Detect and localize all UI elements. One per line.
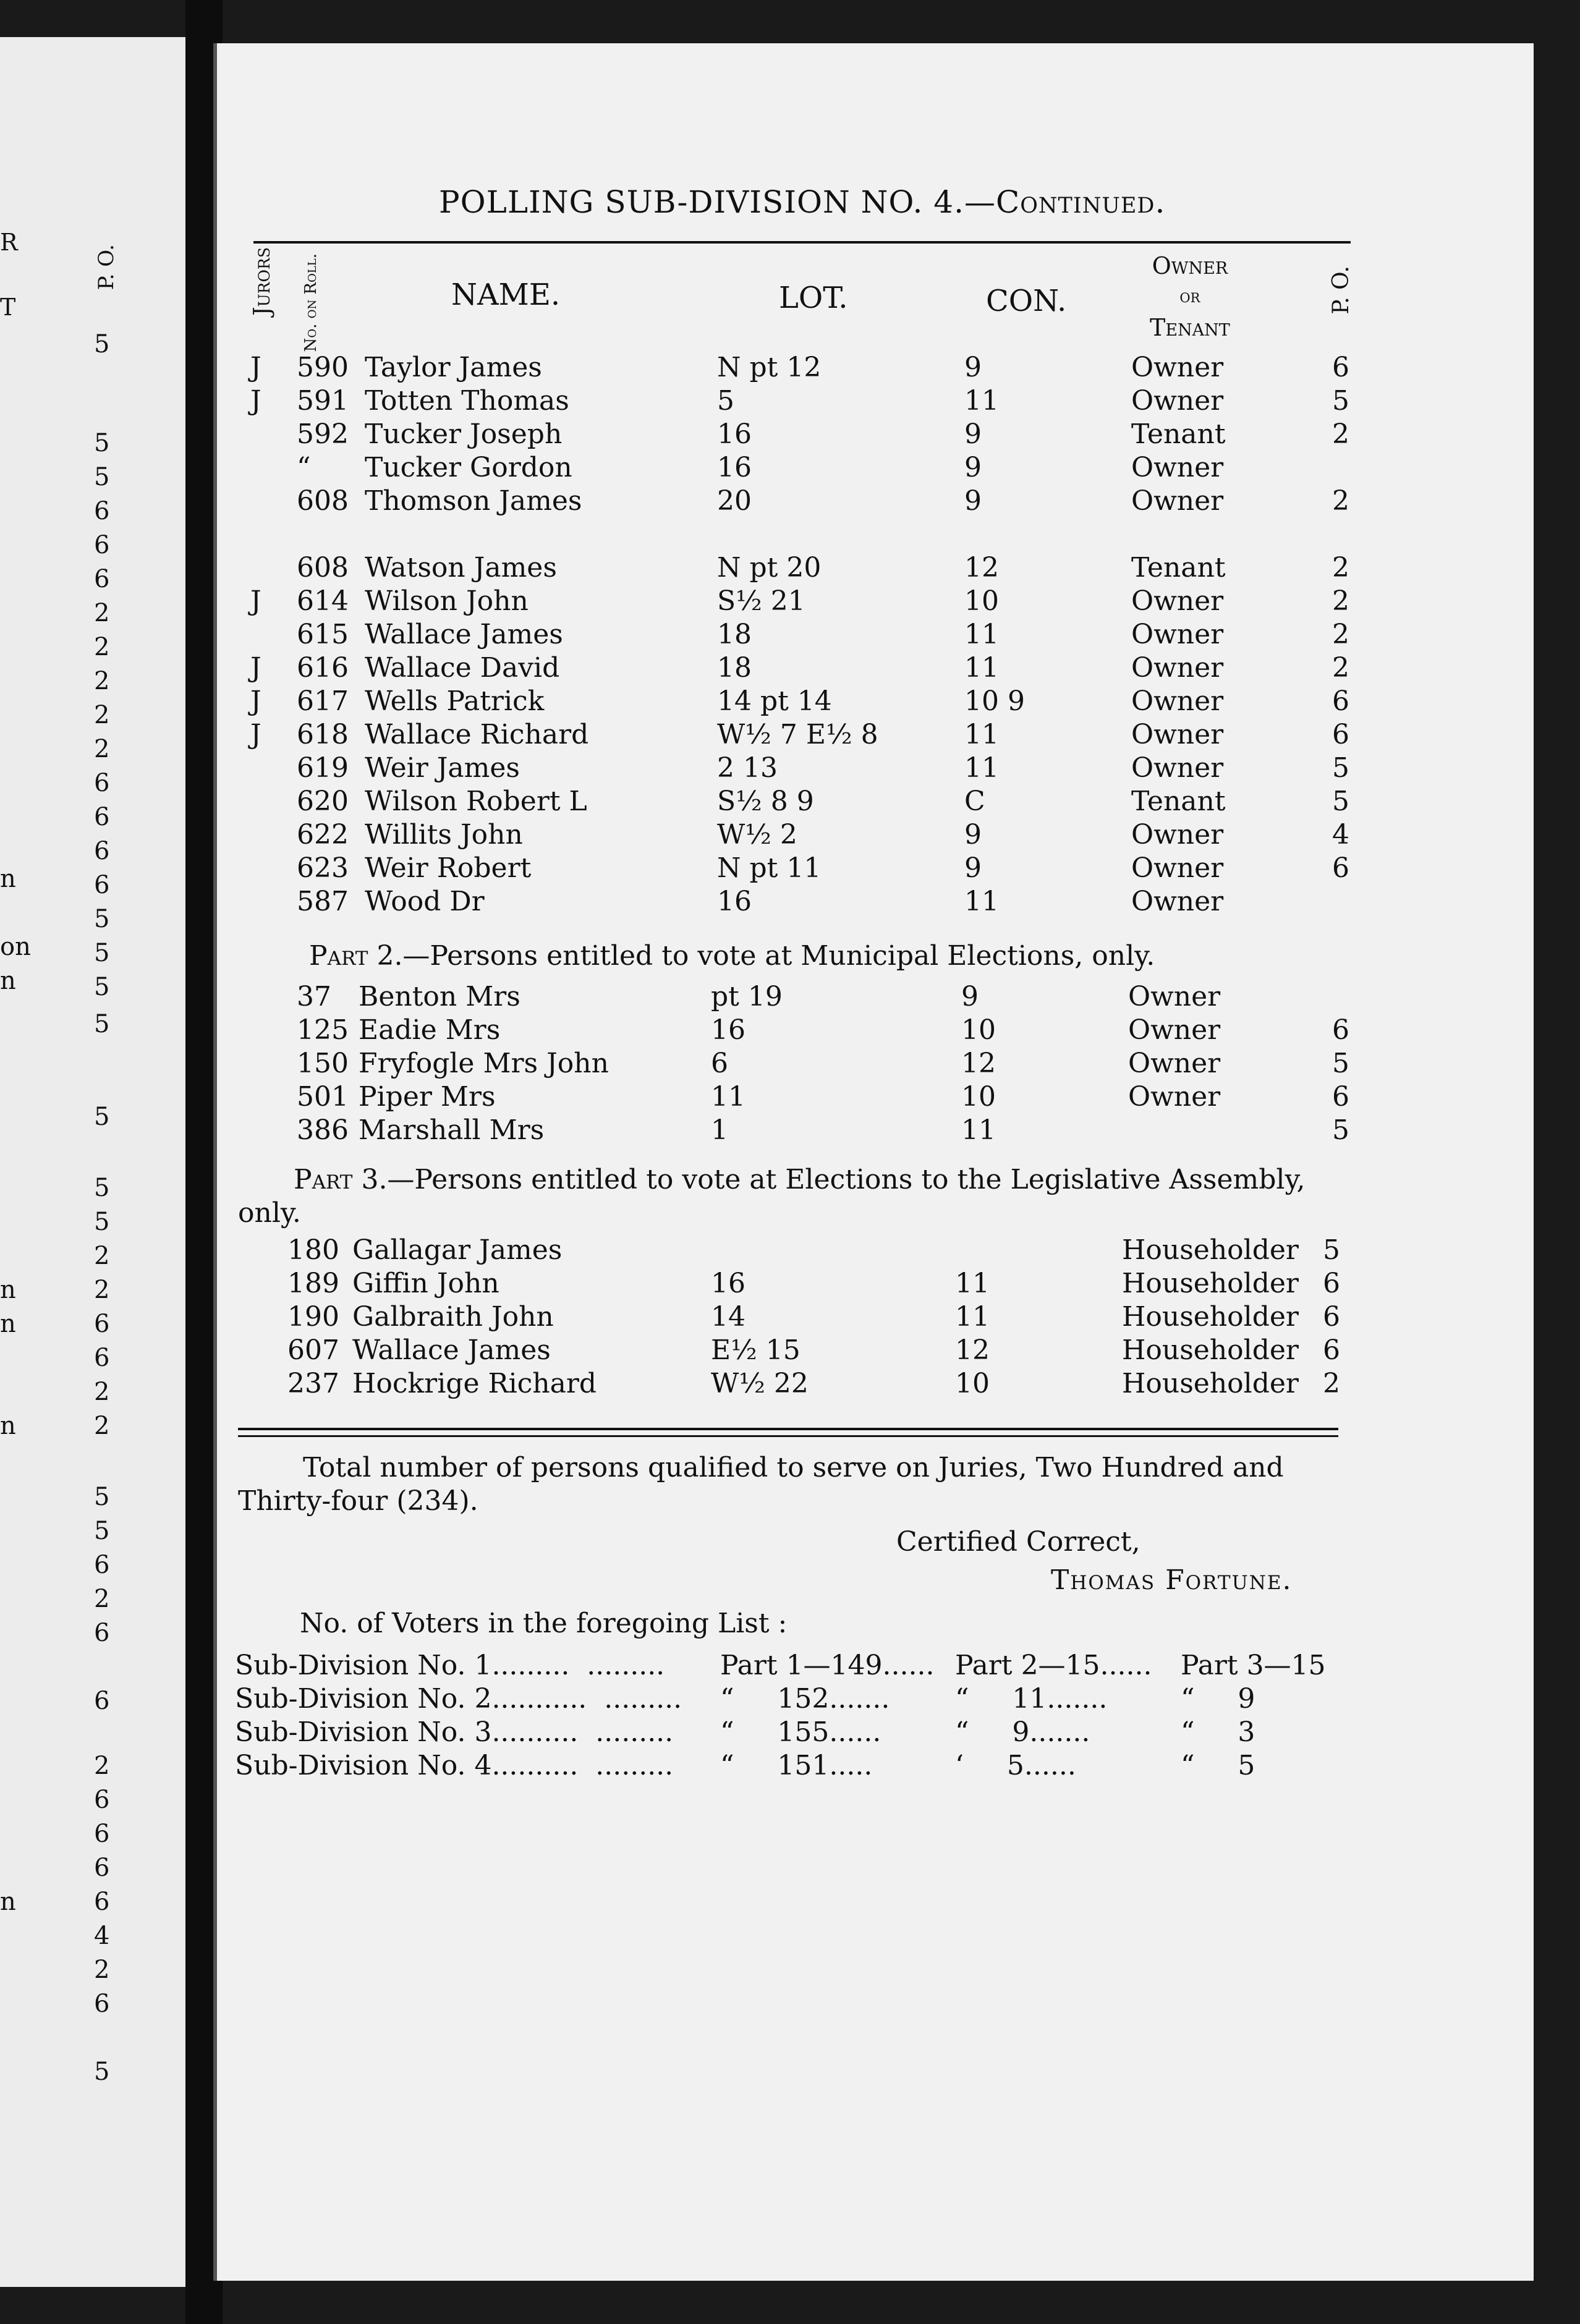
part1-cell-lot: W½ 2 bbox=[717, 819, 797, 850]
part1-cell-lot: 16 bbox=[717, 886, 752, 917]
part3-cell-ot: Householder bbox=[1122, 1368, 1299, 1399]
part1-cell-lot: 16 bbox=[717, 452, 752, 483]
voters-row-part2: ‘ 5...... bbox=[955, 1750, 1076, 1781]
part1-cell-lot: N pt 11 bbox=[717, 852, 822, 884]
left-po-value: 6 bbox=[94, 1990, 110, 2018]
part1-cell-j: J bbox=[250, 585, 261, 617]
part1-cell-ot: Owner bbox=[1131, 385, 1224, 417]
part1-cell-name: Tucker Gordon bbox=[365, 452, 572, 483]
part1-cell-po: 2 bbox=[1332, 652, 1349, 684]
part1-cell-po: 6 bbox=[1332, 719, 1349, 750]
part3-cell-po: 5 bbox=[1323, 1234, 1340, 1266]
part3-cell-po: 6 bbox=[1323, 1334, 1340, 1366]
part2-cell-lot: 6 bbox=[711, 1048, 728, 1079]
left-po-value: 2 bbox=[94, 701, 110, 729]
part2-cell-no: 37 bbox=[297, 981, 331, 1012]
part2-label: Part bbox=[309, 940, 368, 972]
part2-cell-po: 6 bbox=[1332, 1081, 1349, 1113]
part3-cell-lot: 16 bbox=[711, 1268, 745, 1299]
part1-cell-po: 6 bbox=[1332, 685, 1349, 717]
part1-cell-name: Taylor James bbox=[365, 352, 542, 383]
left-edge-text: on bbox=[0, 933, 31, 961]
voters-row-label: Sub-Division No. 2........... ......... bbox=[235, 1683, 682, 1715]
part2-cell-no: 125 bbox=[297, 1014, 349, 1046]
part1-cell-con: 10 bbox=[964, 585, 999, 617]
part1-cell-no: 608 bbox=[297, 485, 349, 517]
part1-cell-lot: W½ 7 E½ 8 bbox=[717, 719, 878, 750]
total-line-2: Thirty-four (234). bbox=[238, 1485, 478, 1517]
left-po-value: 2 bbox=[94, 1956, 110, 1984]
part1-cell-con: C bbox=[964, 786, 985, 817]
part1-cell-con: 12 bbox=[964, 552, 999, 583]
part2-cell-po: 5 bbox=[1332, 1048, 1349, 1079]
part1-cell-lot: 5 bbox=[717, 385, 734, 417]
part1-cell-po: 5 bbox=[1332, 786, 1349, 817]
left-po-value: 6 bbox=[94, 497, 110, 525]
left-po-value: 6 bbox=[94, 1854, 110, 1882]
part1-cell-name: Wells Patrick bbox=[365, 685, 545, 717]
part3-cell-no: 189 bbox=[287, 1268, 339, 1299]
header-po: P. O. bbox=[1328, 266, 1354, 315]
left-header-mark-r: R bbox=[0, 229, 18, 256]
part1-cell-ot: Tenant bbox=[1131, 418, 1226, 450]
left-header-po: P. O. bbox=[94, 244, 119, 290]
part1-cell-no: 587 bbox=[297, 886, 349, 917]
part1-cell-con: 9 bbox=[964, 485, 982, 517]
part2-text: 2.—Persons entitled to vote at Municipal Elections, only. bbox=[368, 940, 1155, 972]
part1-cell-con: 9 bbox=[964, 852, 982, 884]
part1-cell-po: 2 bbox=[1332, 585, 1349, 617]
part1-cell-po: 2 bbox=[1332, 485, 1349, 517]
part2-cell-con: 11 bbox=[961, 1114, 996, 1146]
part2-cell-lot: 1 bbox=[711, 1114, 728, 1146]
part3-cell-con: 10 bbox=[955, 1368, 990, 1399]
part1-cell-no: 616 bbox=[297, 652, 349, 684]
part1-cell-no: 618 bbox=[297, 719, 349, 750]
left-po-value: 2 bbox=[94, 1412, 110, 1440]
left-po-value: 6 bbox=[94, 565, 110, 593]
voters-row-part3: “ 3 bbox=[1181, 1716, 1255, 1748]
header-owner: Owner bbox=[1152, 252, 1228, 279]
certified-correct: Certified Correct, bbox=[896, 1526, 1140, 1558]
certified-signer: Thomas Fortune. bbox=[1051, 1564, 1293, 1596]
part2-heading bbox=[309, 939, 1155, 973]
part1-cell-no: 615 bbox=[297, 619, 349, 650]
part1-cell-po: 5 bbox=[1332, 385, 1349, 417]
part3-cell-name: Gallagar James bbox=[352, 1234, 563, 1266]
part1-cell-po: 4 bbox=[1332, 819, 1349, 850]
part1-cell-name: Wallace Richard bbox=[365, 719, 589, 750]
left-po-value: 5 bbox=[94, 1483, 110, 1511]
part3-cell-ot: Householder bbox=[1122, 1268, 1299, 1299]
part1-cell-con: 11 bbox=[964, 619, 999, 650]
left-po-value: 2 bbox=[94, 667, 110, 695]
part1-cell-no: 592 bbox=[297, 418, 349, 450]
part1-cell-con: 9 bbox=[964, 819, 982, 850]
voters-row-part2: Part 2—15...... bbox=[955, 1650, 1152, 1681]
part1-cell-name: Tucker Joseph bbox=[365, 418, 563, 450]
left-po-value: 6 bbox=[94, 1820, 110, 1848]
part2-cell-ot: Owner bbox=[1128, 1048, 1221, 1079]
part1-cell-ot: Owner bbox=[1131, 886, 1224, 917]
left-po-value: 6 bbox=[94, 1888, 110, 1916]
left-po-value: 2 bbox=[94, 599, 110, 627]
header-tenant: Tenant bbox=[1150, 314, 1230, 341]
left-po-value: 5 bbox=[94, 330, 110, 358]
part3-text: 3.—Persons entitled to vote at Elections to the Legislative Assembly, bbox=[352, 1164, 1306, 1195]
part2-cell-ot: Owner bbox=[1128, 981, 1221, 1012]
page-title bbox=[439, 185, 1165, 219]
part1-cell-po: 6 bbox=[1332, 852, 1349, 884]
part1-cell-j: J bbox=[250, 719, 261, 750]
part2-cell-name: Marshall Mrs bbox=[359, 1114, 545, 1146]
part3-cell-po: 6 bbox=[1323, 1301, 1340, 1333]
part1-cell-con: 10 9 bbox=[964, 685, 1025, 717]
part1-cell-no: 622 bbox=[297, 819, 349, 850]
part3-cell-con: 12 bbox=[955, 1334, 990, 1366]
part1-cell-con: 9 bbox=[964, 352, 982, 383]
voters-row-part1: “ 151..... bbox=[720, 1750, 873, 1781]
left-po-value: 5 bbox=[94, 463, 110, 491]
left-po-value: 6 bbox=[94, 1551, 110, 1579]
part1-cell-no: 620 bbox=[297, 786, 349, 817]
left-po-value: 6 bbox=[94, 837, 110, 865]
part3-cell-lot: E½ 15 bbox=[711, 1334, 801, 1366]
part1-cell-j: J bbox=[250, 685, 261, 717]
total-line-1: Total number of persons qualified to serve on Juries, Two Hundred and bbox=[303, 1452, 1284, 1483]
header-owner-or-tenant bbox=[1150, 250, 1230, 343]
part1-cell-no: “ bbox=[297, 452, 311, 483]
part1-cell-name: Watson James bbox=[365, 552, 557, 583]
header-jurors: Jurors bbox=[250, 247, 275, 316]
part2-cell-con: 12 bbox=[961, 1048, 996, 1079]
part1-cell-lot: 2 13 bbox=[717, 752, 778, 784]
part1-cell-name: Wood Dr bbox=[365, 886, 485, 917]
voters-row-label: Sub-Division No. 1......... ......... bbox=[235, 1650, 665, 1681]
part3-cell-po: 6 bbox=[1323, 1268, 1340, 1299]
part2-cell-ot: Owner bbox=[1128, 1014, 1221, 1046]
part1-cell-lot: S½ 21 bbox=[717, 585, 805, 617]
part3-cell-name: Hockrige Richard bbox=[352, 1368, 597, 1399]
part1-cell-con: 9 bbox=[964, 418, 982, 450]
voters-row-part2: “ 9....... bbox=[955, 1716, 1090, 1748]
part1-cell-no: 614 bbox=[297, 585, 349, 617]
part2-cell-po: 6 bbox=[1332, 1014, 1349, 1046]
voters-row-part2: “ 11....... bbox=[955, 1683, 1108, 1715]
part3-heading bbox=[294, 1163, 1305, 1197]
voters-row-part3: Part 3—15 bbox=[1181, 1650, 1326, 1681]
header-or: or bbox=[1179, 286, 1200, 307]
left-po-value: 5 bbox=[94, 1010, 110, 1038]
part2-cell-lot: 11 bbox=[711, 1081, 745, 1113]
voters-row-part1: “ 155...... bbox=[720, 1716, 881, 1748]
part2-cell-lot: pt 19 bbox=[711, 981, 783, 1012]
header-no-on-roll: No. on Roll. bbox=[302, 253, 320, 352]
part1-cell-ot: Owner bbox=[1131, 452, 1224, 483]
part1-cell-name: Wallace James bbox=[365, 619, 563, 650]
part3-cell-no: 190 bbox=[287, 1301, 339, 1333]
left-po-value: 6 bbox=[94, 769, 110, 797]
part1-cell-lot: N pt 20 bbox=[717, 552, 822, 583]
part1-cell-lot: N pt 12 bbox=[717, 352, 822, 383]
part1-cell-con: 9 bbox=[964, 452, 982, 483]
part3-cell-con: 11 bbox=[955, 1301, 990, 1333]
part1-cell-no: 590 bbox=[297, 352, 349, 383]
part1-cell-j: J bbox=[250, 652, 261, 684]
title-rule bbox=[253, 241, 1351, 244]
part1-cell-j: J bbox=[250, 352, 261, 383]
part1-cell-con: 11 bbox=[964, 752, 999, 784]
left-po-value: 6 bbox=[94, 1310, 110, 1338]
voters-row-label: Sub-Division No. 3.......... ......... bbox=[235, 1716, 674, 1748]
part2-cell-lot: 16 bbox=[711, 1014, 745, 1046]
left-po-value: 5 bbox=[94, 1208, 110, 1236]
left-po-value: 6 bbox=[94, 1619, 110, 1647]
left-po-value: 5 bbox=[94, 1103, 110, 1131]
header-name: NAME. bbox=[451, 278, 561, 312]
left-po-value: 4 bbox=[94, 1922, 110, 1950]
part1-cell-ot: Tenant bbox=[1131, 786, 1226, 817]
left-po-value: 2 bbox=[94, 633, 110, 661]
part3-cell-ot: Householder bbox=[1122, 1234, 1299, 1266]
part2-cell-name: Fryfogle Mrs John bbox=[359, 1048, 609, 1079]
part2-cell-no: 150 bbox=[297, 1048, 349, 1079]
part1-cell-ot: Owner bbox=[1131, 852, 1224, 884]
part1-cell-name: Willits John bbox=[365, 819, 523, 850]
part1-cell-po: 2 bbox=[1332, 418, 1349, 450]
left-po-value: 2 bbox=[94, 1378, 110, 1406]
part3-cell-po: 2 bbox=[1323, 1368, 1340, 1399]
left-po-value: 6 bbox=[94, 1687, 110, 1715]
left-po-value: 2 bbox=[94, 735, 110, 763]
part3-cell-lot: 14 bbox=[711, 1301, 745, 1333]
part3-cell-con: 11 bbox=[955, 1268, 990, 1299]
part2-cell-no: 501 bbox=[297, 1081, 349, 1113]
part3-cell-no: 180 bbox=[287, 1234, 339, 1266]
left-edge-text: n bbox=[0, 1276, 16, 1304]
part1-cell-name: Wilson Robert L bbox=[365, 786, 587, 817]
part2-cell-con: 9 bbox=[961, 981, 979, 1012]
left-po-value: 6 bbox=[94, 871, 110, 899]
part1-cell-j: J bbox=[250, 385, 261, 417]
part1-cell-no: 623 bbox=[297, 852, 349, 884]
part2-cell-con: 10 bbox=[961, 1081, 996, 1113]
part1-cell-con: 11 bbox=[964, 385, 999, 417]
left-po-value: 2 bbox=[94, 1752, 110, 1780]
left-po-value: 6 bbox=[94, 1786, 110, 1814]
left-edge-text: n bbox=[0, 1310, 16, 1338]
part1-cell-name: Wallace David bbox=[365, 652, 560, 684]
part1-cell-ot: Owner bbox=[1131, 619, 1224, 650]
part1-cell-po: 5 bbox=[1332, 752, 1349, 784]
part1-cell-po: 2 bbox=[1332, 552, 1349, 583]
part1-cell-con: 11 bbox=[964, 886, 999, 917]
part1-cell-ot: Owner bbox=[1131, 585, 1224, 617]
left-edge-text: n bbox=[0, 1412, 16, 1440]
left-po-value: 5 bbox=[94, 1517, 110, 1545]
part3-cell-ot: Householder bbox=[1122, 1334, 1299, 1366]
part2-cell-ot: Owner bbox=[1128, 1081, 1221, 1113]
left-po-value: 5 bbox=[94, 973, 110, 1001]
part3-cell-name: Galbraith John bbox=[352, 1301, 554, 1333]
title-suffix: Continued. bbox=[995, 184, 1166, 220]
voters-row-part3: “ 5 bbox=[1181, 1750, 1255, 1781]
part1-cell-ot: Tenant bbox=[1131, 552, 1226, 583]
part1-cell-ot: Owner bbox=[1131, 652, 1224, 684]
part2-cell-name: Piper Mrs bbox=[359, 1081, 496, 1113]
voters-row-part3: “ 9 bbox=[1181, 1683, 1255, 1715]
left-po-value: 5 bbox=[94, 429, 110, 457]
left-po-value: 5 bbox=[94, 939, 110, 967]
part3-cell-name: Wallace James bbox=[352, 1334, 551, 1366]
left-po-value: 2 bbox=[94, 1242, 110, 1270]
left-po-value: 2 bbox=[94, 1276, 110, 1304]
part1-cell-con: 11 bbox=[964, 652, 999, 684]
part1-cell-ot: Owner bbox=[1131, 352, 1224, 383]
part1-cell-name: Totten Thomas bbox=[365, 385, 569, 417]
part1-cell-lot: 14 pt 14 bbox=[717, 685, 832, 717]
part2-cell-name: Eadie Mrs bbox=[359, 1014, 501, 1046]
part1-cell-con: 11 bbox=[964, 719, 999, 750]
part1-cell-po: 2 bbox=[1332, 619, 1349, 650]
part1-cell-po: 6 bbox=[1332, 352, 1349, 383]
part1-cell-lot: S½ 8 9 bbox=[717, 786, 814, 817]
part1-cell-ot: Owner bbox=[1131, 752, 1224, 784]
voters-heading: No. of Voters in the foregoing List : bbox=[300, 1608, 788, 1639]
double-rule-top bbox=[238, 1428, 1338, 1430]
part1-cell-name: Thomson James bbox=[365, 485, 582, 517]
part1-cell-name: Weir Robert bbox=[365, 852, 532, 884]
part3-heading-cont: only. bbox=[238, 1197, 301, 1229]
part2-cell-no: 386 bbox=[297, 1114, 349, 1146]
part1-cell-ot: Owner bbox=[1131, 485, 1224, 517]
voters-row-label: Sub-Division No. 4.......... ......... bbox=[235, 1750, 674, 1781]
header-lot: LOT. bbox=[779, 281, 848, 315]
part1-cell-lot: 16 bbox=[717, 418, 752, 450]
part3-cell-ot: Householder bbox=[1122, 1301, 1299, 1333]
part2-cell-po: 5 bbox=[1332, 1114, 1349, 1146]
title-prefix: POLLING SUB-DIVISION NO. 4.— bbox=[439, 184, 996, 220]
part1-cell-lot: 20 bbox=[717, 485, 752, 517]
voters-row-part1: “ 152....... bbox=[720, 1683, 890, 1715]
double-rule-bottom bbox=[238, 1435, 1338, 1437]
part1-cell-no: 619 bbox=[297, 752, 349, 784]
left-po-value: 6 bbox=[94, 531, 110, 559]
left-po-value: 6 bbox=[94, 803, 110, 831]
part3-cell-name: Giffin John bbox=[352, 1268, 499, 1299]
part2-cell-name: Benton Mrs bbox=[359, 981, 520, 1012]
part3-cell-no: 607 bbox=[287, 1334, 339, 1366]
part1-cell-name: Weir James bbox=[365, 752, 520, 784]
part1-cell-ot: Owner bbox=[1131, 685, 1224, 717]
part1-cell-ot: Owner bbox=[1131, 719, 1224, 750]
part1-cell-no: 608 bbox=[297, 552, 349, 583]
part1-cell-no: 591 bbox=[297, 385, 349, 417]
left-header-mark-t: T bbox=[0, 294, 16, 321]
header-con: CON. bbox=[986, 284, 1067, 318]
part3-cell-lot: W½ 22 bbox=[711, 1368, 809, 1399]
left-po-value: 5 bbox=[94, 1174, 110, 1202]
left-edge-text: n bbox=[0, 967, 16, 995]
left-edge-text: n bbox=[0, 865, 16, 893]
part2-cell-con: 10 bbox=[961, 1014, 996, 1046]
left-po-value: 5 bbox=[94, 905, 110, 933]
part1-cell-lot: 18 bbox=[717, 652, 752, 684]
part1-cell-ot: Owner bbox=[1131, 819, 1224, 850]
left-po-value: 5 bbox=[94, 2058, 110, 2086]
voters-row-part1: Part 1—149...... bbox=[720, 1650, 935, 1681]
part1-cell-lot: 18 bbox=[717, 619, 752, 650]
part3-label: Part bbox=[294, 1164, 353, 1195]
part3-cell-no: 237 bbox=[287, 1368, 339, 1399]
part1-cell-name: Wilson John bbox=[365, 585, 529, 617]
left-edge-text: n bbox=[0, 1888, 16, 1916]
part1-cell-no: 617 bbox=[297, 685, 349, 717]
left-po-value: 2 bbox=[94, 1585, 110, 1613]
left-po-value: 6 bbox=[94, 1344, 110, 1372]
